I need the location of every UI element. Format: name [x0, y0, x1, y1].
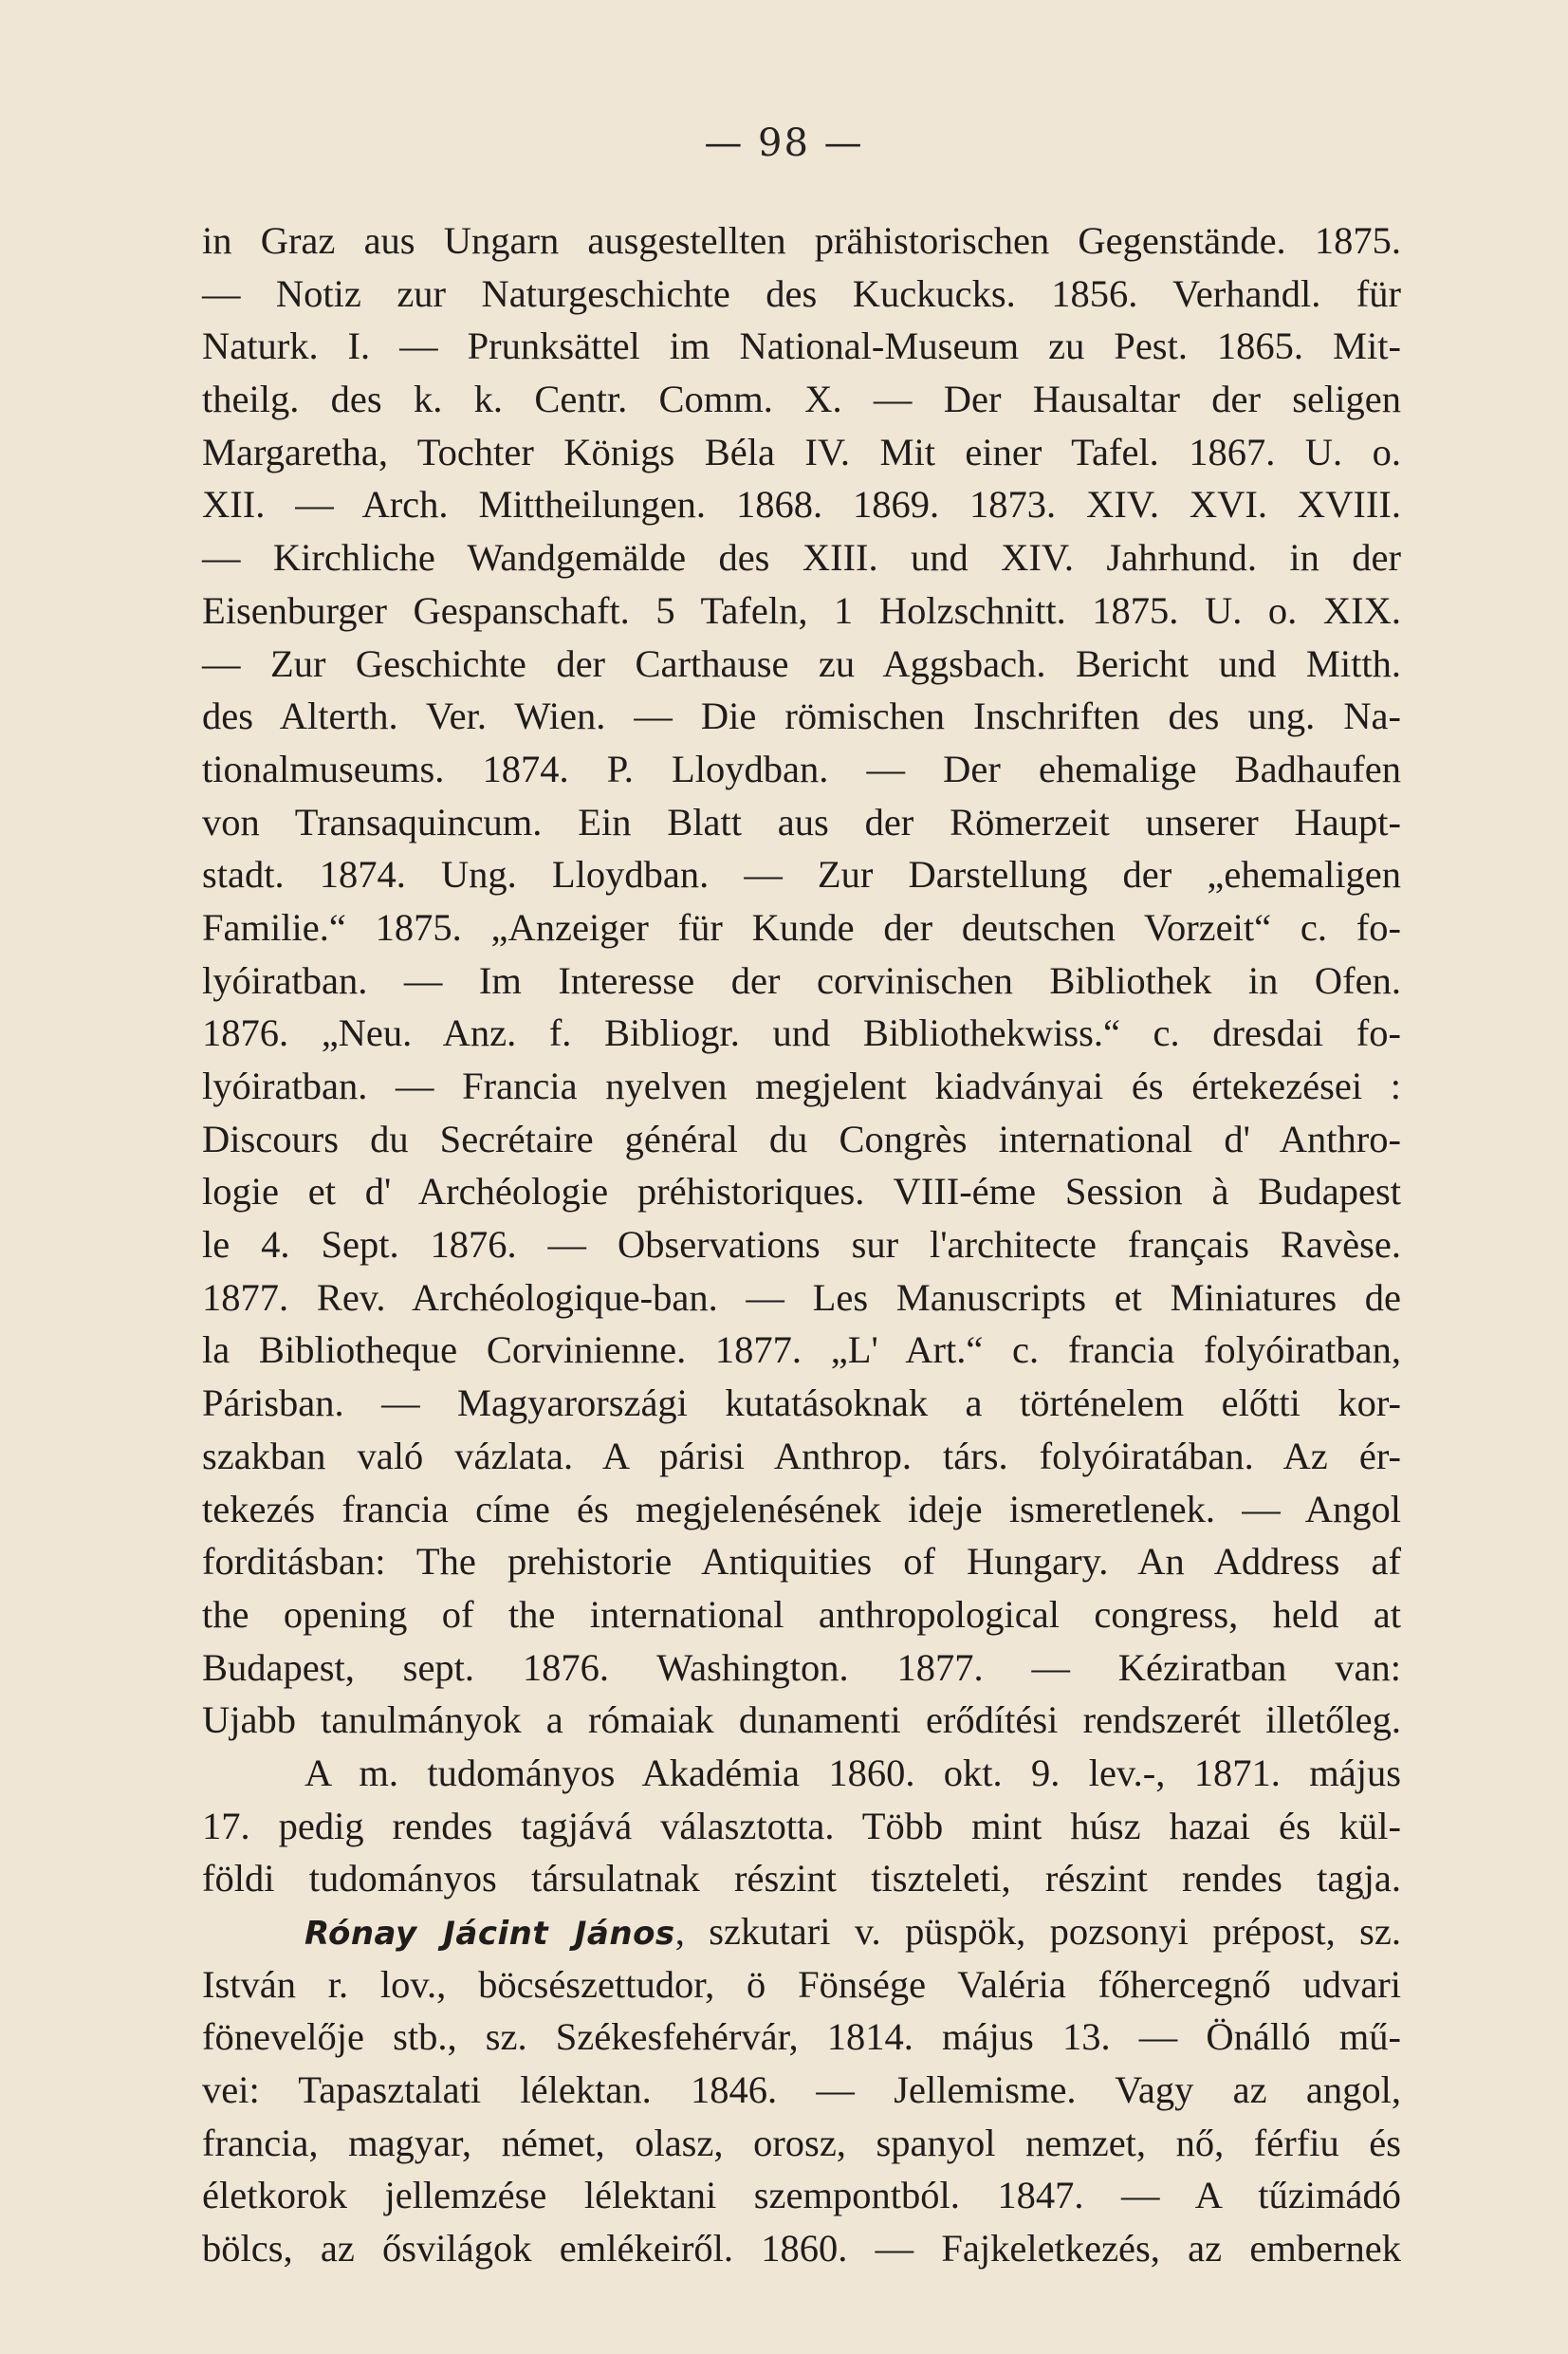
- text-line: 1877. Rev. Archéologique-ban. — Les Manuscripts et Miniatures de: [202, 1275, 1401, 1319]
- text-line: tionalmuseums. 1874. P. Lloydban. — Der ehemalige Badhaufen: [202, 747, 1401, 790]
- text-line: theilg. des k. k. Centr. Comm. X. — Der Hausaltar der seligen: [202, 378, 1401, 421]
- body-text: [202, 214, 1401, 2275]
- text-line: the opening of the international anthropological congress, held at: [202, 1592, 1401, 1636]
- text-line: bölcs, az ősvilágok emlékeiről. 1860. — Fajkeletkezés, az embernek: [202, 2227, 1401, 2271]
- text-line: Párisban. — Magyarországi kutatásoknak a történelem előtti kor-: [202, 1381, 1401, 1425]
- text-line: Familie.“ 1875. „Anzeiger für Kunde der deutschen Vorzeit“ c. fo-: [202, 905, 1401, 949]
- text-line: le 4. Sept. 1876. — Observations sur l'architecte français Ravèse.: [202, 1223, 1401, 1267]
- text-line: szakban való vázlata. A párisi Anthrop. társ. folyóiratában. Az ér-: [202, 1434, 1401, 1477]
- text-line: stadt. 1874. Ung. Lloydban. — Zur Darstellung der „ehemaligen: [202, 853, 1401, 897]
- text-line: in Graz aus Ungarn ausgestellten prähistorischen Gegenstände. 1875.: [202, 219, 1401, 262]
- text-line: Eisenburger Gespanschaft. 5 Tafeln, 1 Holzschnitt. 1875. U. o. XIX.: [202, 588, 1401, 632]
- entry-heading-line: [202, 1905, 1401, 1958]
- text-line: lyóiratban. — Im Interesse der corvinischen Bibliothek in Ofen.: [202, 958, 1401, 1002]
- text-line: la Bibliotheque Corvinienne. 1877. „L' Art.“ c. francia folyóiratban,: [202, 1328, 1401, 1372]
- text-line: logie et d' Archéologie préhistoriques. VIII-éme Session à Budapest: [202, 1170, 1401, 1214]
- text-line: Ujabb tanulmányok a rómaiak dunamenti erődítési rendszerét illetőleg.: [202, 1698, 1401, 1742]
- text-line: von Transaquincum. Ein Blatt aus der Römerzeit unserer Haupt-: [202, 800, 1401, 843]
- text-line: des Alterth. Ver. Wien. — Die römischen Inschriften des ung. Na-: [202, 695, 1401, 738]
- entry-name: Rónay Jácint János: [304, 1915, 675, 1953]
- text-line: földi tudományos társulatnak részint tiszteleti, részint rendes tagja.: [202, 1857, 1401, 1900]
- text-line: vei: Tapasztalati lélektan. 1846. — Jellemisme. Vagy az angol,: [202, 2068, 1401, 2112]
- text-line: Discours du Secrétaire général du Congrès international d' Anthro-: [202, 1117, 1401, 1160]
- text-line: — Kirchliche Wandgemälde des XIII. und XIV. Jahrhund. in der: [202, 536, 1401, 580]
- text-line: Margaretha, Tochter Königs Béla IV. Mit einer Tafel. 1867. U. o.: [202, 430, 1401, 473]
- entry-heading-rest: , szkutari v. püspök, pozsonyi prépost, sz.: [674, 1910, 1401, 1953]
- text-line: 1876. „Neu. Anz. f. Bibliogr. und Bibliothekwiss.“ c. dresdai fo-: [202, 1011, 1401, 1055]
- text-line: A m. tudományos Akadémia 1860. okt. 9. lev.-, 1871. május: [304, 1751, 1401, 1794]
- text-line: tekezés francia címe és megjelenésének ideje ismeretlenek. — Angol: [202, 1487, 1401, 1530]
- page-number: — 98 —: [704, 121, 864, 165]
- text-line: francia, magyar, német, olasz, orosz, spanyol nemzet, nő, férfiu és: [202, 2121, 1401, 2164]
- text-line: István r. lov., böcsészettudor, ö Fönsége Valéria főhercegnő udvari: [202, 1962, 1401, 2006]
- text-line: 17. pedig rendes tagjává választotta. Több mint húsz hazai és kül-: [202, 1804, 1401, 1847]
- text-line: — Zur Geschichte der Carthause zu Aggsbach. Bericht und Mitth.: [202, 641, 1401, 685]
- text-line: forditásban: The prehistorie Antiquities of Hungary. An Address af: [202, 1540, 1401, 1584]
- text-line: XII. — Arch. Mittheilungen. 1868. 1869. 1873. XIV. XVI. XVIII.: [202, 483, 1401, 527]
- text-line: lyóiratban. — Francia nyelven megjelent kiadványai és értekezései :: [202, 1065, 1401, 1107]
- text-line: életkorok jellemzése lélektani szempontból. 1847. — A tűzimádó: [202, 2174, 1401, 2217]
- text-line: Budapest, sept. 1876. Washington. 1877. — Kéziratban van:: [202, 1645, 1401, 1689]
- text-line: fönevelője stb., sz. Székesfehérvár, 1814. május 13. — Önálló mű-: [202, 2015, 1401, 2059]
- text-line: — Notiz zur Naturgeschichte des Kuckucks. 1856. Verhandl. für: [202, 271, 1401, 315]
- text-line: Naturk. I. — Prunksättel im National-Museum zu Pest. 1865. Mit-: [202, 324, 1401, 368]
